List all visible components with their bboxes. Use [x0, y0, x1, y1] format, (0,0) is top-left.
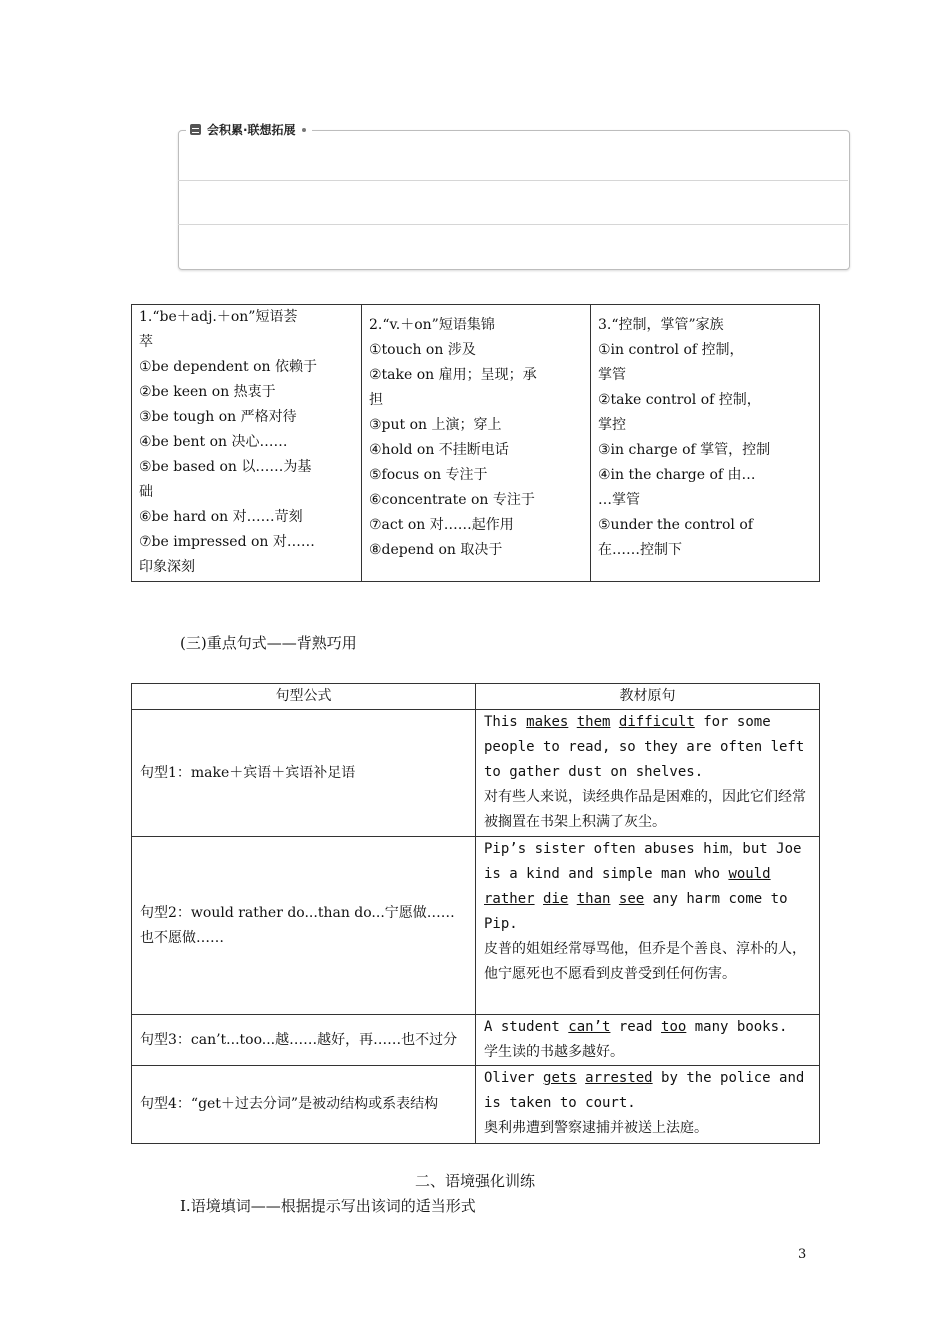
phrase-line: ⑦act on 对……起作用 [369, 517, 514, 533]
book-icon [190, 124, 201, 135]
example-cell [476, 1066, 820, 1144]
example-en: Pip’s sister often abuses him，but Joe is a kind and simple man who would rather die than see any harm come to Pip. [484, 841, 802, 932]
phrase-column-1 [132, 305, 362, 582]
phrase-line: 2.“v.＋on”短语集锦 [369, 317, 495, 333]
phrase-line: ③in charge of 掌管，控制 [598, 442, 771, 458]
phrase-line: 担 [369, 392, 383, 408]
phrase-line: ④hold on 不挂断电话 [369, 442, 509, 458]
phrase-line: ⑦be impressed on 对…… [139, 534, 315, 550]
example-cell [476, 837, 820, 1015]
phrase-line: 在……控制下 [598, 542, 682, 558]
phrase-line: ③put on 上演；穿上 [369, 417, 502, 433]
phrase-line: 萃 [139, 334, 153, 350]
phrase-line: ②take control of 控制， [598, 392, 761, 408]
phrase-line: ④in the charge of 由… [598, 467, 756, 483]
callout-label [186, 121, 312, 138]
phrase-line: ②be keen on 热衷于 [139, 384, 276, 400]
phrase-line: ⑤be based on 以……为基 [139, 459, 312, 475]
example-en: A student can’t read too many books. [484, 1019, 788, 1035]
callout-divider [178, 180, 848, 181]
example-cell [476, 710, 820, 837]
column-header: 教材原句 [476, 684, 820, 710]
phrase-line: ①touch on 涉及 [369, 342, 476, 358]
phrase-line: ⑤focus on 专注于 [369, 467, 488, 483]
example-en: This makes them difficult for some people to read, so they are often left to gather dust on shelves. [484, 714, 805, 780]
pattern-cell: 句型3：can’t...too...越……越好，再……也不过分 [132, 1015, 476, 1066]
pattern-cell: 句型4：“get＋过去分词”是被动结构或系表结构 [132, 1066, 476, 1144]
section-heading: (三)重点句式——背熟巧用 [180, 634, 357, 652]
phrase-line: 3.“控制，掌管”家族 [598, 317, 724, 333]
dot-icon [302, 128, 306, 132]
example-zh: 学生读的书越多越好。 [484, 1044, 624, 1060]
pattern-cell: 句型2：would rather do...than do...宁愿做……也不愿做…… [132, 837, 476, 1015]
phrase-line: 印象深刻 [139, 559, 195, 575]
phrase-line: ⑤under the control of [598, 517, 753, 533]
phrase-column-3 [591, 305, 820, 582]
phrase-line: 础 [139, 484, 153, 500]
phrase-column-2 [362, 305, 591, 582]
example-zh: 皮普的姐姐经常辱骂他，但乔是个善良、淳朴的人，他宁愿死也不愿看到皮普受到任何伤害。 [484, 941, 806, 982]
phrase-line: ②take on 雇用；呈现；承 [369, 367, 537, 383]
phrase-line: …掌管 [598, 492, 640, 508]
phrase-table [131, 304, 820, 582]
phrase-line: ⑥concentrate on 专注于 [369, 492, 535, 508]
example-zh: 奥利弗遭到警察逮捕并被送上法庭。 [484, 1120, 708, 1136]
column-header: 句型公式 [132, 684, 476, 710]
callout-box [178, 130, 850, 270]
phrase-line: 1.“be＋adj.＋on”短语荟 [139, 309, 298, 325]
callout-divider [178, 224, 848, 225]
phrase-line: ③be tough on 严格对待 [139, 409, 297, 425]
phrase-line: ④be bent on 决心…… [139, 434, 288, 450]
phrase-line: ⑧depend on 取决于 [369, 542, 503, 558]
phrase-line: ⑥be hard on 对……苛刻 [139, 509, 303, 525]
example-en: Oliver gets arrested by the police and is taken to court. [484, 1070, 805, 1111]
sentence-table [131, 683, 820, 1144]
phrase-line: ①in control of 控制， [598, 342, 744, 358]
page-number: 3 [798, 1247, 807, 1262]
example-cell [476, 1015, 820, 1066]
phrase-line: ①be dependent on 依赖于 [139, 359, 317, 375]
phrase-line: 掌控 [598, 417, 626, 433]
part-title: 二、语境强化训练 [414, 1172, 535, 1190]
pattern-cell: 句型1：make＋宾语＋宾语补足语 [132, 710, 476, 837]
callout-title: 会积累·联想拓展 [207, 123, 296, 137]
phrase-line: 掌管 [598, 367, 626, 383]
example-zh: 对有些人来说，读经典作品是困难的，因此它们经常被搁置在书架上积满了灰尘。 [484, 789, 806, 830]
part-subtitle: Ⅰ.语境填词——根据提示写出该词的适当形式 [180, 1197, 476, 1215]
